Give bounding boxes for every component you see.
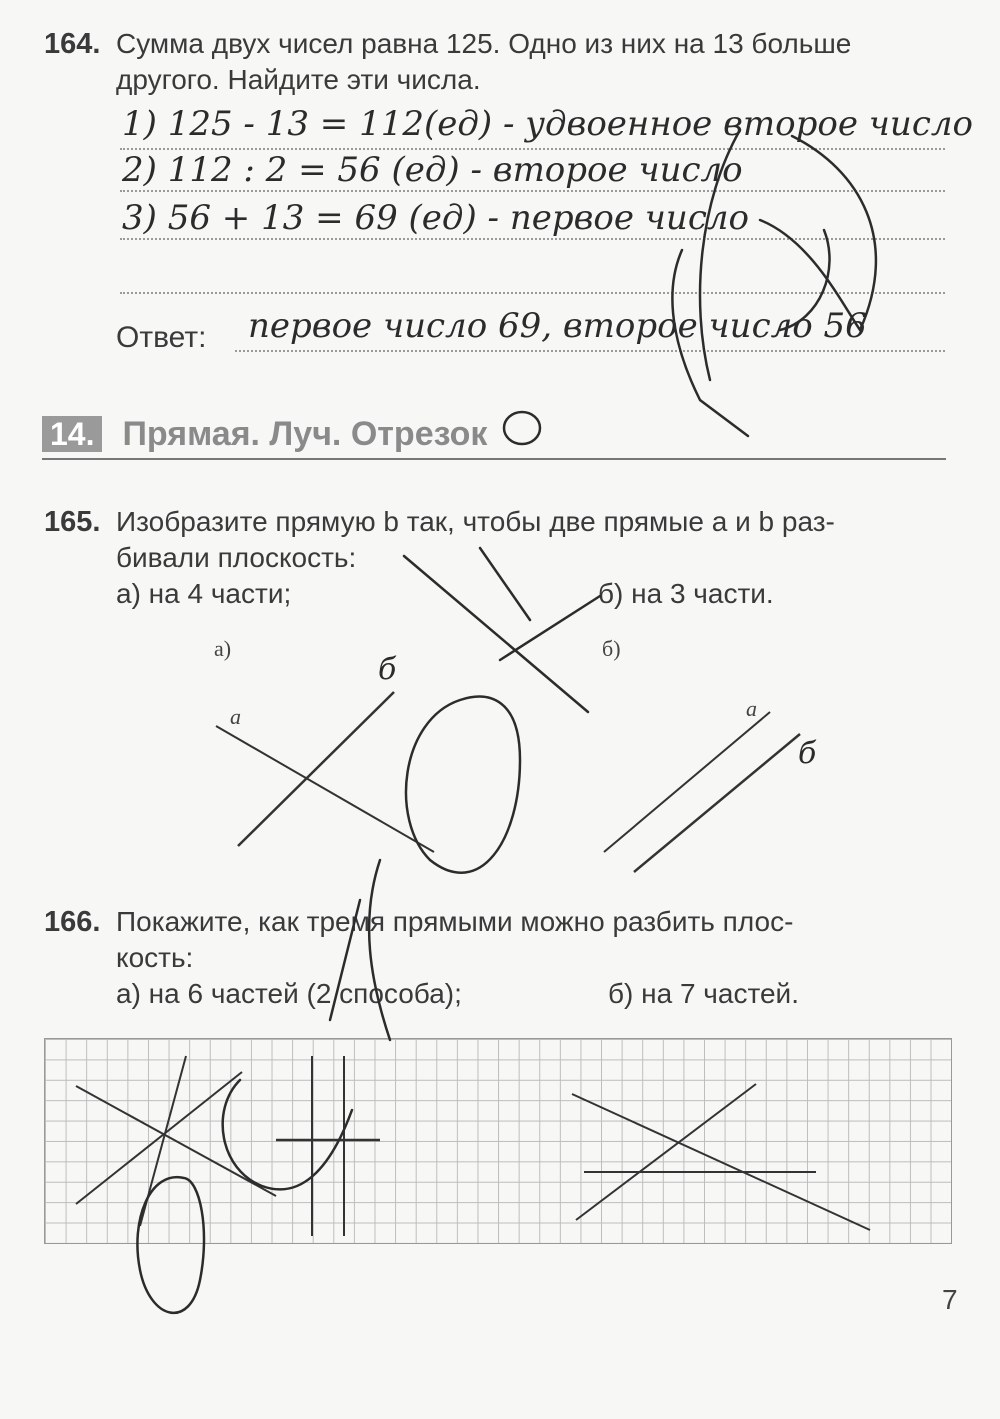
line-2 [576,1084,756,1220]
problem-166-option-b: б) на 7 частей. [608,978,799,1009]
line-a [604,712,770,852]
line-a-label: a [746,696,757,721]
answer-text: первое число 69, второе число 56 [248,306,867,346]
line-a [216,726,434,852]
problem-165-number: 165. [44,506,101,538]
figure-a-label: а) [214,636,232,661]
problem-164-number: 164. [44,28,101,60]
overlay-scribble [137,130,876,1313]
line-b [634,734,800,872]
problem-165-text-line2: бивали плоскость: [116,542,357,573]
section-number: 14. [42,416,102,452]
section-title: Прямая. Луч. Отрезок [122,415,488,453]
page-number: 7 [942,1284,958,1315]
problem-166-text-line2: кость: [116,942,194,973]
problem-164-text-line2: другого. Найдите эти числа. [116,64,481,95]
problem-166-number: 166. [44,906,101,938]
problem-165-option-a: а) на 4 части; [116,578,292,609]
line-b-handwritten-label: б [378,652,397,687]
line-b-handwritten-label: б [798,736,817,771]
solution-step-3: 3) 56 + 13 = 69 (ед) - первое число [122,198,749,238]
problem-164-text-line1: Сумма двух чисел равна 125. Одно из них на 13 больше [116,28,852,59]
problem-166-text-line1: Покажите, как тремя прямыми можно разбить плос- [116,906,794,937]
solution-step-2: 2) 112 : 2 = 56 (ед) - второе число [122,150,743,190]
line-1 [572,1094,870,1230]
problem-166-option-a: а) на 6 частей (2 способа); [116,978,462,1009]
solution-step-1: 1) 125 - 13 = 112(ед) - удвоенное второе число [122,104,973,144]
line-b [238,692,394,846]
line-a-label: a [230,704,241,729]
figure-b-label: б) [602,636,621,661]
problem-165-text-line1: Изобразите прямую b так, чтобы две прямые a и b раз- [116,506,835,537]
problem-165-option-b: б) на 3 части. [598,578,774,609]
answer-label: Ответ: [116,321,207,354]
